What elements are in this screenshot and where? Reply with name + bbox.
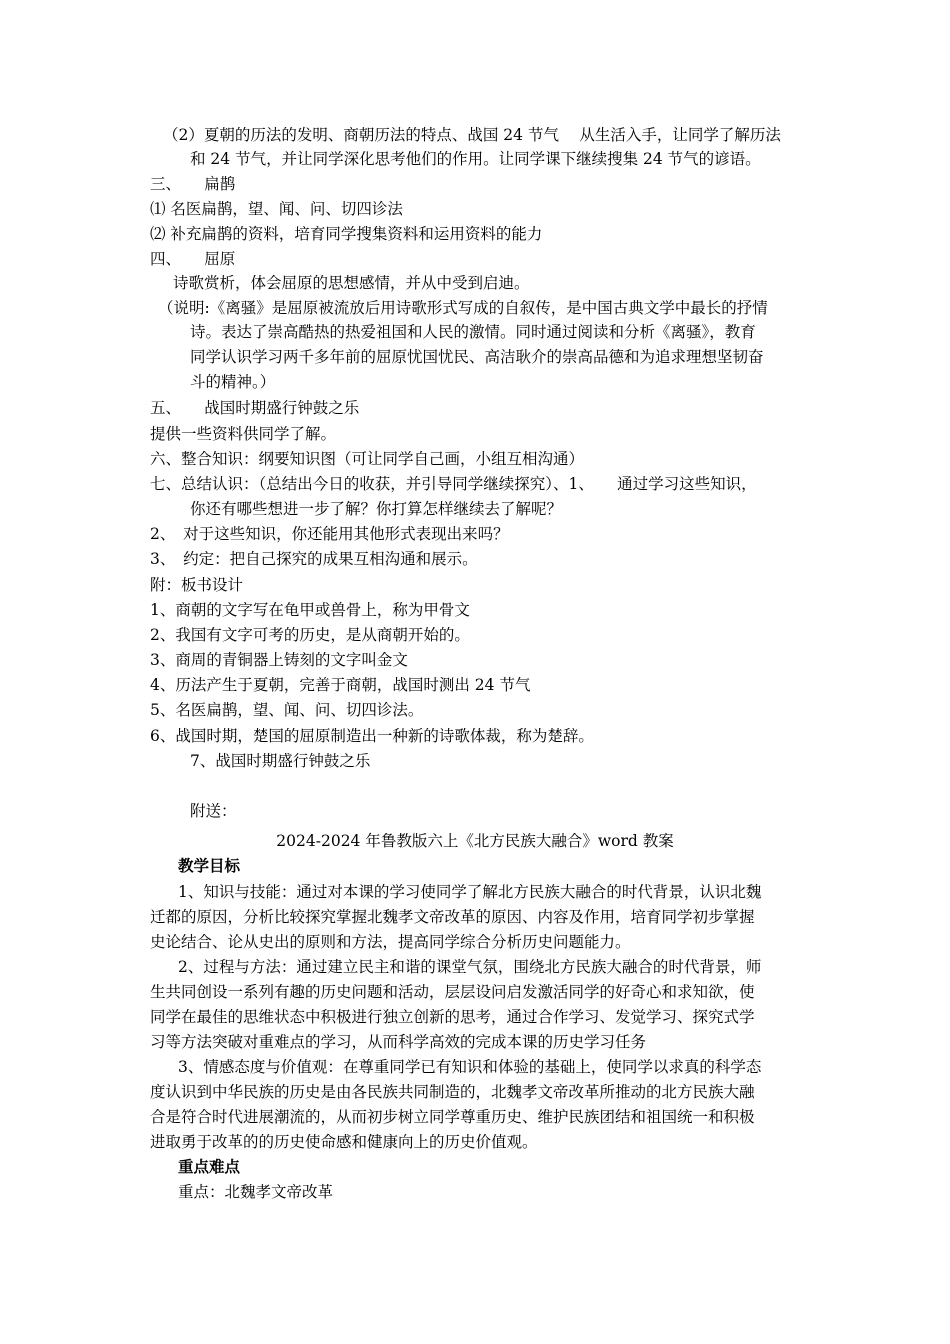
text-line: 同学认识学习两千多年前的屈原忧国忧民、高洁耿介的崇高品德和为追求理想坚韧奋 (190, 348, 764, 366)
text-line: 六、整合知识：纲要知识图（可让同学自己画，小组互相沟通） (150, 450, 585, 468)
text-line: 1、知识与技能：通过对本课的学习使同学了解北方民族大融合的时代背景，认识北魏 (178, 883, 762, 901)
section-heading: 教学目标 (178, 856, 241, 875)
text-line: ⑴ 名医扁鹊，望、闻、问、切四诊法 (150, 200, 403, 218)
text-line: 合是符合时代进展潮流的，从而初步树立同学尊重历史、维护民族团结和祖国统一和积极 (150, 1108, 755, 1126)
list-item: 7、战国时期盛行钟鼓之乐 (190, 752, 371, 770)
text-line: 重点：北魏孝文帝改革 (178, 1183, 334, 1201)
text-line: 附：板书设计 (150, 576, 244, 594)
text-line: ⑵ 补充扁鹊的资料，培育同学搜集资料和运用资料的能力 (150, 225, 543, 243)
text-line: 生共同创设一系列有趣的历史问题和活动，层层设问启发激活同学的好奇心和求知欲，使 (150, 983, 755, 1001)
list-item: 3、商周的青铜器上铸刻的文字叫金文 (150, 651, 408, 669)
list-item: 2、我国有文字可考的历史，是从商朝开始的。 (150, 626, 470, 644)
section-heading: 重点难点 (178, 1157, 241, 1176)
text-line: 你还有哪些想进一步了解？你打算怎样继续去了解呢？ (190, 500, 563, 518)
text-line: 习等方法突破对重难点的学习，从而科学高效的完成本课的历史学习任务 (150, 1033, 647, 1051)
text-line: 史论结合、论从史出的原则和方法，提高同学综合分析历史问题能力。 (150, 933, 631, 951)
text-line: 3、情感态度与价值观：在尊重同学已有知识和体验的基础上，使同学以求真的科学态 (178, 1058, 762, 1076)
section-heading: 四、 屈原 (150, 250, 236, 268)
section-heading: 五、 战国时期盛行钟鼓之乐 (150, 399, 360, 417)
text-line: 2、过程与方法：通过建立民主和谐的课堂气氛，围绕北方民族大融合的时代背景，师 (178, 958, 762, 976)
list-item: 5、名医扁鹊，望、闻、问、切四诊法。 (150, 701, 424, 719)
text-line: 3、 约定：把自己探究的成果互相沟通和展示。 (150, 550, 478, 568)
text-line: （2）夏朝的历法的发明、商朝历法的特点、战国 24 节气 从生活入手，让同学了解历法 (163, 126, 781, 144)
list-item: 4、历法产生于夏朝，完善于商朝，战国时测出 24 节气 (150, 676, 531, 694)
document-title: 2024-2024 年鲁教版六上《北方民族大融合》word 教案 (276, 832, 674, 850)
text-line: （说明:《离骚》是屈原被流放后用诗歌形式写成的自叙传，是中国古典文学中最长的抒情 (158, 299, 768, 317)
text-line: 迁都的原因，分析比较探究掌握北魏孝文帝改革的原因、内容及作用，培育同学初步掌握 (150, 908, 755, 926)
text-line: 提供一些资料供同学了解。 (150, 425, 337, 443)
text-line: 度认识到中华民族的历史是由各民族共同制造的，北魏孝文帝改革所推动的北方民族大融 (150, 1083, 755, 1101)
text-line: 诗。表达了崇高酷热的热爱祖国和人民的激情。同时通过阅读和分析《离骚》，教育 (190, 323, 756, 341)
text-line: 附送： (190, 802, 237, 820)
list-item: 1、商朝的文字写在龟甲或兽骨上，称为甲骨文 (150, 601, 470, 619)
section-heading: 三、 扁鹊 (150, 175, 236, 193)
text-line: 诗歌赏析，体会屈原的思想感情，并从中受到启迪。 (173, 274, 530, 292)
text-line: 七、总结认识：（总结出今日的收获，并引导同学继续探究）、1、 通过学习这些知识， (150, 475, 757, 493)
list-item: 6、战国时期，楚国的屈原制造出一种新的诗歌体裁，称为楚辞。 (150, 727, 594, 745)
text-line: 斗的精神。） (190, 373, 276, 391)
text-line: 和 24 节气，并让同学深化思考他们的作用。让同学课下继续搜集 24 节气的谚语。 (190, 150, 761, 168)
text-line: 2、 对于这些知识，你还能用其他形式表现出来吗？ (150, 525, 509, 543)
text-line: 进取勇于改革的的历史使命感和健康向上的历史价值观。 (150, 1133, 538, 1151)
text-line: 同学在最佳的思维状态中积极进行独立创新的思考，通过合作学习、发觉学习、探究式学 (150, 1008, 755, 1026)
